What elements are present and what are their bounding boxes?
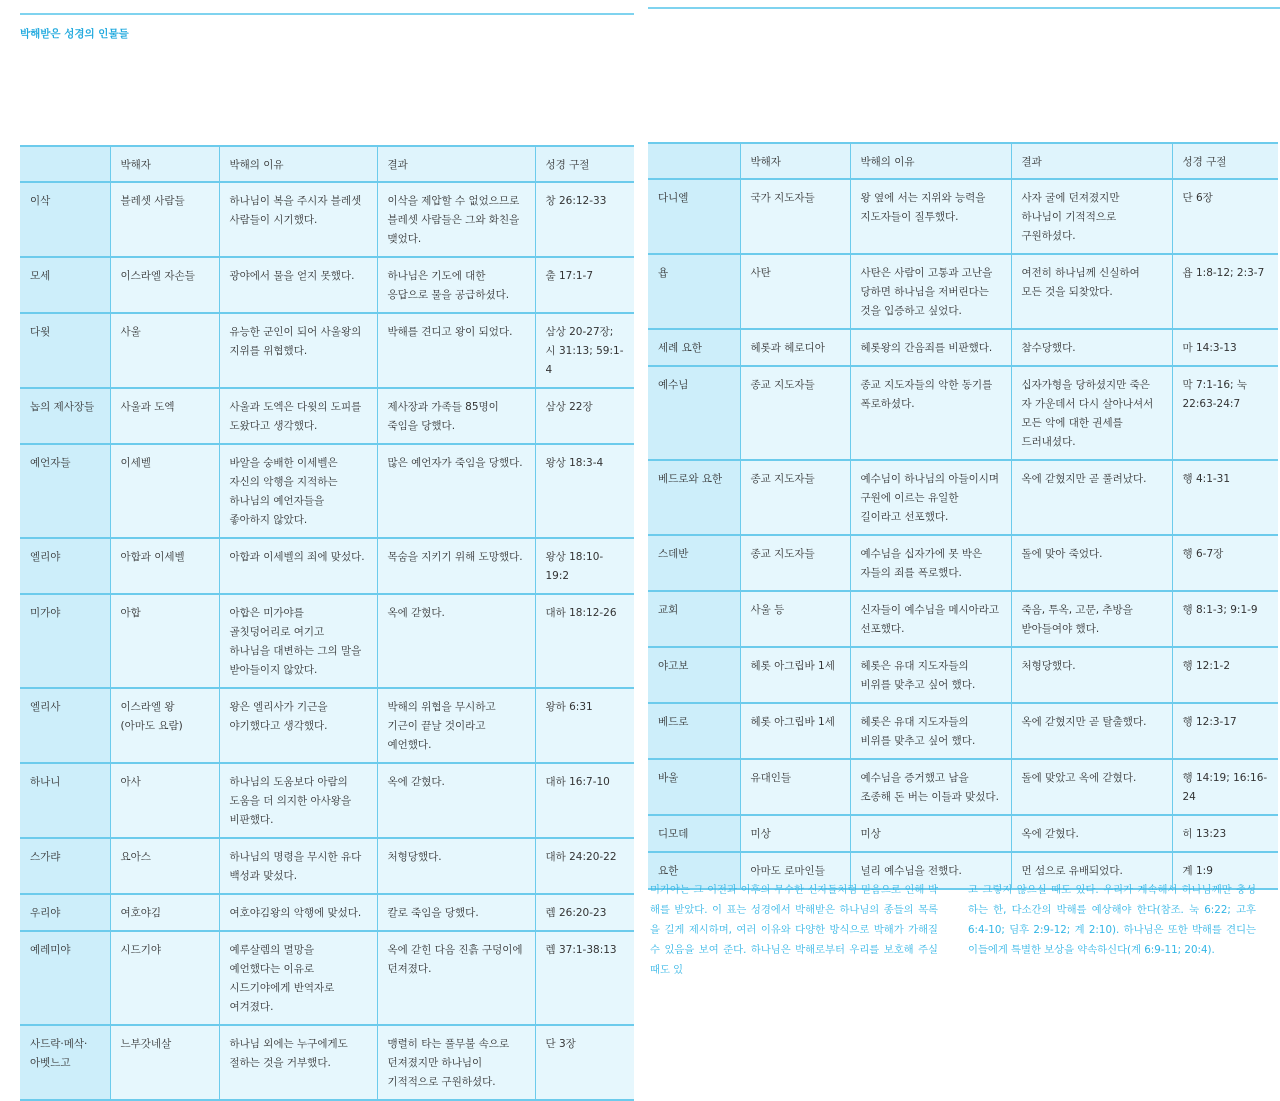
table-body (20, 182, 634, 1100)
cell-result: 맹렬히 타는 풀무불 속으로 던져졌지만 하나님이 기적적으로 구원하셨다. (377, 1025, 535, 1100)
commentary-column-2: 고 그렇지 않으실 때도 있다. 우리가 계속해서 하나님께만 충성하는 한, 다소간의 박해를 예상해야 한다(참조. 눅 6:22; 고후 6:4-10; 딤후 2:9-12; 계 2:10). 하나님은 또한 박해를 견디는 이들에게 특별한 보상을 약속하신다(계 6:9-11; 20:4). (968, 884, 1256, 956)
cell-persecutor: 아마도 로마인들 (740, 852, 850, 889)
cell-reference: 창 26:12-33 (535, 182, 634, 257)
table-row (648, 759, 1278, 815)
cell-result: 하나님은 기도에 대한 응답으로 물을 공급하셨다. (377, 257, 535, 313)
cell-reference: 단 3장 (535, 1025, 634, 1100)
cell-reason: 여호야김왕의 악행에 맞섰다. (219, 894, 377, 931)
cell-person: 세례 요한 (648, 329, 740, 366)
cell-reference: 삼상 22장 (535, 388, 634, 444)
cell-result: 칼로 죽임을 당했다. (377, 894, 535, 931)
table-row (20, 388, 634, 444)
cell-reason: 하나님이 복을 주시자 블레셋 사람들이 시기했다. (219, 182, 377, 257)
cell-persecutor: 블레셋 사람들 (110, 182, 219, 257)
cell-person: 교회 (648, 591, 740, 647)
cell-result: 제사장과 가족들 85명이 죽임을 당했다. (377, 388, 535, 444)
cell-person: 엘리야 (20, 538, 110, 594)
table-row (648, 254, 1278, 329)
cell-persecutor: 종교 지도자들 (740, 460, 850, 535)
cell-person: 베드로 (648, 703, 740, 759)
cell-reason: 하나님의 도움보다 아람의 도움을 더 의지한 아사왕을 비판했다. (219, 763, 377, 838)
cell-person: 야고보 (648, 647, 740, 703)
cell-reference: 왕상 18:10-19:2 (535, 538, 634, 594)
cell-reason: 광야에서 물을 얻지 못했다. (219, 257, 377, 313)
table-row (20, 313, 634, 388)
cell-persecutor: 헤롯 아그립바 1세 (740, 647, 850, 703)
cell-result: 옥에 갇혔지만 곧 탈출했다. (1011, 703, 1172, 759)
cell-person: 이삭 (20, 182, 110, 257)
cell-person: 베드로와 요한 (648, 460, 740, 535)
cell-reference: 대하 18:12-26 (535, 594, 634, 688)
header-reason: 박해의 이유 (219, 146, 377, 182)
page-title: 박해받은 성경의 인물들 (20, 28, 129, 40)
table-row (20, 838, 634, 894)
persecution-table-left (20, 145, 634, 1101)
header-person (20, 146, 110, 182)
table-row (648, 591, 1278, 647)
cell-reference: 행 4:1-31 (1172, 460, 1278, 535)
cell-reason: 예수님이 하나님의 아들이시며 구원에 이르는 유일한 길이라고 선포했다. (850, 460, 1011, 535)
cell-reference: 행 14:19; 16:16-24 (1172, 759, 1278, 815)
cell-reference: 막 7:1-16; 눅 22:63-24:7 (1172, 366, 1278, 460)
cell-reference: 대하 16:7-10 (535, 763, 634, 838)
cell-reference: 단 6장 (1172, 179, 1278, 254)
cell-reference: 욥 1:8-12; 2:3-7 (1172, 254, 1278, 329)
cell-reason: 유능한 군인이 되어 사울왕의 지위를 위협했다. (219, 313, 377, 388)
cell-person: 예레미야 (20, 931, 110, 1025)
header-result: 결과 (1011, 143, 1172, 179)
cell-result: 돌에 맞아 죽었다. (1011, 535, 1172, 591)
cell-person: 엘리사 (20, 688, 110, 763)
cell-reference: 왕하 6:31 (535, 688, 634, 763)
cell-persecutor: 유대인들 (740, 759, 850, 815)
cell-person: 요한 (648, 852, 740, 889)
cell-person: 우리야 (20, 894, 110, 931)
cell-reference: 왕상 18:3-4 (535, 444, 634, 538)
cell-persecutor: 시드기야 (110, 931, 219, 1025)
cell-result: 박해의 위협을 무시하고 기근이 끝날 것이라고 예언했다. (377, 688, 535, 763)
cell-result: 옥에 갇혔다. (1011, 815, 1172, 852)
table-row (20, 931, 634, 1025)
cell-reason: 사탄은 사람이 고통과 고난을 당하면 하나님을 저버린다는 것을 입증하고 싶었다. (850, 254, 1011, 329)
cell-persecutor: 종교 지도자들 (740, 535, 850, 591)
cell-result: 옥에 갇혔다. (377, 594, 535, 688)
cell-reference: 대하 24:20-22 (535, 838, 634, 894)
cell-reference: 마 14:3-13 (1172, 329, 1278, 366)
top-rule (20, 13, 634, 15)
commentary-column-1: 미가야는 그 이전과 이후의 무수한 신자들처럼 믿음으로 인해 박해를 받았다. 이 표는 성경에서 박해받은 하나님의 종들의 목록을 길게 제시하며, 여러 이유와 다양한 방식으로 박해가 가해질 수 있음을 보여 준다. 하나님은 박해로부터 우리를 보호해 주실 때도 있 (650, 884, 938, 976)
cell-person: 디모데 (648, 815, 740, 852)
cell-persecutor: 국가 지도자들 (740, 179, 850, 254)
cell-reference: 행 12:3-17 (1172, 703, 1278, 759)
cell-reference: 행 12:1-2 (1172, 647, 1278, 703)
cell-person: 놉의 제사장들 (20, 388, 110, 444)
cell-reason: 하나님 외에는 누구에게도 절하는 것을 거부했다. (219, 1025, 377, 1100)
cell-reason: 헤롯은 유대 지도자들의 비위를 맞추고 싶어 했다. (850, 703, 1011, 759)
table-row (20, 763, 634, 838)
cell-reason: 왕은 엘리사가 기근을 야기했다고 생각했다. (219, 688, 377, 763)
cell-person: 스데반 (648, 535, 740, 591)
cell-reason: 미상 (850, 815, 1011, 852)
cell-reference: 계 1:9 (1172, 852, 1278, 889)
header-reference: 성경 구절 (1172, 143, 1278, 179)
cell-persecutor: 느부갓네살 (110, 1025, 219, 1100)
table-row (20, 1025, 634, 1100)
table-header-row (20, 146, 634, 182)
header-persecutor: 박해자 (110, 146, 219, 182)
table-row (648, 179, 1278, 254)
cell-reference: 행 8:1-3; 9:1-9 (1172, 591, 1278, 647)
table-header-row (648, 143, 1278, 179)
table-row (20, 444, 634, 538)
cell-person: 예수님 (648, 366, 740, 460)
header-persecutor: 박해자 (740, 143, 850, 179)
table-row (648, 815, 1278, 852)
cell-persecutor: 이세벨 (110, 444, 219, 538)
cell-reason: 하나님의 명령을 무시한 유다 백성과 맞섰다. (219, 838, 377, 894)
cell-reference: 삼상 20-27장; 시 31:13; 59:1-4 (535, 313, 634, 388)
cell-reason: 예수님을 증거했고 남을 조종해 돈 버는 이들과 맞섰다. (850, 759, 1011, 815)
cell-result: 처형당했다. (1011, 647, 1172, 703)
cell-result: 이삭을 제압할 수 없었으므로 블레셋 사람들은 그와 화친을 맺었다. (377, 182, 535, 257)
cell-reference: 렘 26:20-23 (535, 894, 634, 931)
cell-result: 먼 섬으로 유배되었다. (1011, 852, 1172, 889)
cell-person: 미가야 (20, 594, 110, 688)
cell-reason: 아합과 이세벨의 죄에 맞섰다. (219, 538, 377, 594)
cell-reason: 예수님을 십자가에 못 박은 자들의 죄를 폭로했다. (850, 535, 1011, 591)
table-row (20, 894, 634, 931)
cell-person: 바울 (648, 759, 740, 815)
cell-result: 많은 예언자가 죽임을 당했다. (377, 444, 535, 538)
table-row (648, 703, 1278, 759)
cell-person: 스가랴 (20, 838, 110, 894)
table-row (20, 257, 634, 313)
cell-persecutor: 아합과 이세벨 (110, 538, 219, 594)
cell-result: 박해를 견디고 왕이 되었다. (377, 313, 535, 388)
cell-result: 사자 굴에 던져졌지만 하나님이 기적적으로 구원하셨다. (1011, 179, 1172, 254)
header-reason: 박해의 이유 (850, 143, 1011, 179)
cell-result: 옥에 갇힌 다음 진흙 구덩이에 던져졌다. (377, 931, 535, 1025)
cell-person: 모세 (20, 257, 110, 313)
table-body (648, 179, 1278, 889)
table-row (648, 329, 1278, 366)
header-person (648, 143, 740, 179)
cell-person: 다니엘 (648, 179, 740, 254)
cell-result: 죽음, 투옥, 고문, 추방을 받아들여야 했다. (1011, 591, 1172, 647)
persecution-table-right (648, 142, 1278, 890)
cell-persecutor: 미상 (740, 815, 850, 852)
table-row (648, 366, 1278, 460)
cell-result: 옥에 갇혔지만 곧 풀려났다. (1011, 460, 1172, 535)
cell-person: 욥 (648, 254, 740, 329)
cell-result: 십자가형을 당하셨지만 죽은 자 가운데서 다시 살아나셔서 모든 악에 대한 권세를 드러내셨다. (1011, 366, 1172, 460)
cell-result: 참수당했다. (1011, 329, 1172, 366)
cell-result: 목숨을 지키기 위해 도망했다. (377, 538, 535, 594)
cell-reason: 예루살렘의 멸망을 예언했다는 이유로 시드기야에게 반역자로 여겨졌다. (219, 931, 377, 1025)
cell-persecutor: 사탄 (740, 254, 850, 329)
table-row (20, 594, 634, 688)
cell-reason: 종교 지도자들의 악한 동기를 폭로하셨다. (850, 366, 1011, 460)
cell-reason: 사울과 도엑은 다윗의 도피를 도왔다고 생각했다. (219, 388, 377, 444)
cell-reason: 아합은 미가야를 골칫덩어리로 여기고 하나님을 대변하는 그의 말을 받아들이지 않았다. (219, 594, 377, 688)
cell-reason: 헤롯왕의 간음죄를 비판했다. (850, 329, 1011, 366)
cell-reference: 렘 37:1-38:13 (535, 931, 634, 1025)
header-reference: 성경 구절 (535, 146, 634, 182)
cell-person: 예언자들 (20, 444, 110, 538)
top-rule (648, 7, 1280, 9)
cell-result: 옥에 갇혔다. (377, 763, 535, 838)
right-page (646, 0, 1280, 976)
cell-reason: 바알을 숭배한 이세벨은 자신의 악행을 지적하는 하나님의 예언자들을 좋아하지 않았다. (219, 444, 377, 538)
cell-reason: 널리 예수님을 전했다. (850, 852, 1011, 889)
cell-persecutor: 아합 (110, 594, 219, 688)
cell-persecutor: 헤롯과 헤로디아 (740, 329, 850, 366)
cell-person: 하나니 (20, 763, 110, 838)
cell-reference: 행 6-7장 (1172, 535, 1278, 591)
table-row (648, 647, 1278, 703)
cell-persecutor: 헤롯 아그립바 1세 (740, 703, 850, 759)
left-page (0, 0, 640, 1088)
table-row (20, 538, 634, 594)
cell-persecutor: 이스라엘 왕 (아마도 요람) (110, 688, 219, 763)
cell-person: 사드락·메삭·아벳느고 (20, 1025, 110, 1100)
cell-persecutor: 여호야김 (110, 894, 219, 931)
cell-persecutor: 이스라엘 자손들 (110, 257, 219, 313)
table-row (648, 535, 1278, 591)
cell-persecutor: 사울과 도엑 (110, 388, 219, 444)
cell-result: 여전히 하나님께 신실하여 모든 것을 되찾았다. (1011, 254, 1172, 329)
table-row (648, 460, 1278, 535)
cell-reason: 신자들이 예수님을 메시아라고 선포했다. (850, 591, 1011, 647)
cell-persecutor: 사울 등 (740, 591, 850, 647)
cell-person: 다윗 (20, 313, 110, 388)
cell-persecutor: 사울 (110, 313, 219, 388)
cell-result: 처형당했다. (377, 838, 535, 894)
cell-persecutor: 아사 (110, 763, 219, 838)
cell-persecutor: 종교 지도자들 (740, 366, 850, 460)
cell-result: 돌에 맞았고 옥에 갇혔다. (1011, 759, 1172, 815)
cell-persecutor: 요아스 (110, 838, 219, 894)
cell-reason: 헤롯은 유대 지도자들의 비위를 맞추고 싶어 했다. (850, 647, 1011, 703)
cell-reference: 출 17:1-7 (535, 257, 634, 313)
table-row (20, 688, 634, 763)
header-result: 결과 (377, 146, 535, 182)
table-row (20, 182, 634, 257)
cell-reason: 왕 옆에 서는 지위와 능력을 지도자들이 질투했다. (850, 179, 1011, 254)
cell-reference: 히 13:23 (1172, 815, 1278, 852)
